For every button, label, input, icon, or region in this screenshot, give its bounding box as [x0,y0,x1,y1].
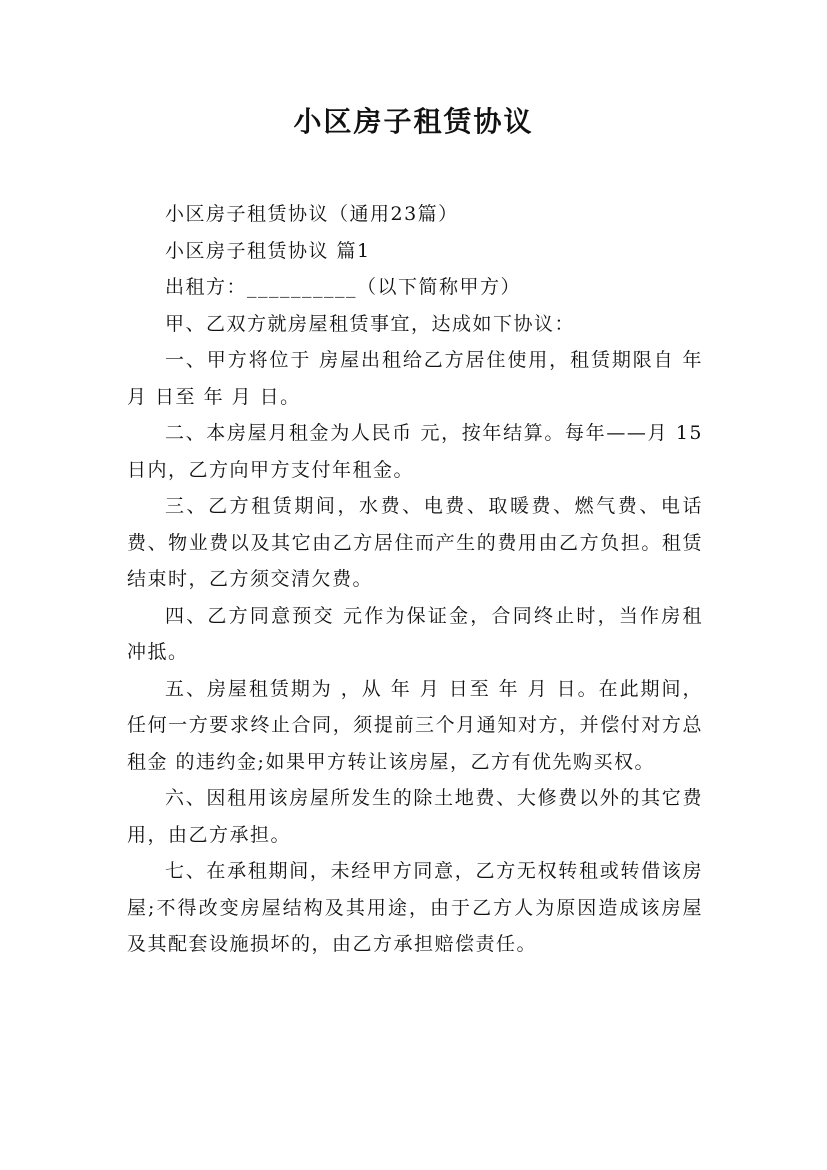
paragraph-clause-5: 五、房屋租赁期为 ，从 年 月 日至 年 月 日。在此期间，任何一方要求终止合同，须提前三个月通知对方，并偿付对方总租金 的违约金;如果甲方转让该房屋，乙方有优先购买权。 [127,677,703,773]
paragraph-clause-3: 三、乙方租赁期间，水费、电费、取暖费、燃气费、电话费、物业费以及其它由乙方居住而产生的费用由乙方负担。租赁结束时，乙方须交清欠费。 [127,495,703,590]
paragraph-clause-6: 六、因租用该房屋所发生的除土地费、大修费以外的其它费用，由乙方承担。 [127,787,703,846]
paragraph-lessor: 出租方：__________（以下简称甲方） [165,276,522,298]
document-body [127,196,703,963]
paragraph-clause-1: 一、甲方将位于 房屋出租给乙方居住使用，租赁期限自 年 月 日至 年 月 日。 [127,349,703,408]
paragraph-subtitle: 小区房子租赁协议（通用23篇） [165,203,459,225]
paragraph-preamble: 甲、乙双方就房屋租赁事宜，达成如下协议： [165,312,576,335]
paragraph-clause-2: 二、本房屋月租金为人民币 元，按年结算。每年——月 15 日内，乙方向甲方支付年租金。 [127,422,703,481]
document-title: 小区房子租赁协议 [293,105,534,138]
paragraph-section-heading: 小区房子租赁协议 篇1 [165,239,371,262]
paragraph-clause-4: 四、乙方同意预交 元作为保证金，合同终止时，当作房租冲抵。 [127,604,703,663]
paragraph-clause-7: 七、在承租期间，未经甲方同意，乙方无权转租或转借该房屋;不得改变房屋结构及其用途，由于乙方人为原因造成该房屋及其配套设施损坏的，由乙方承担赔偿责任。 [127,860,703,955]
